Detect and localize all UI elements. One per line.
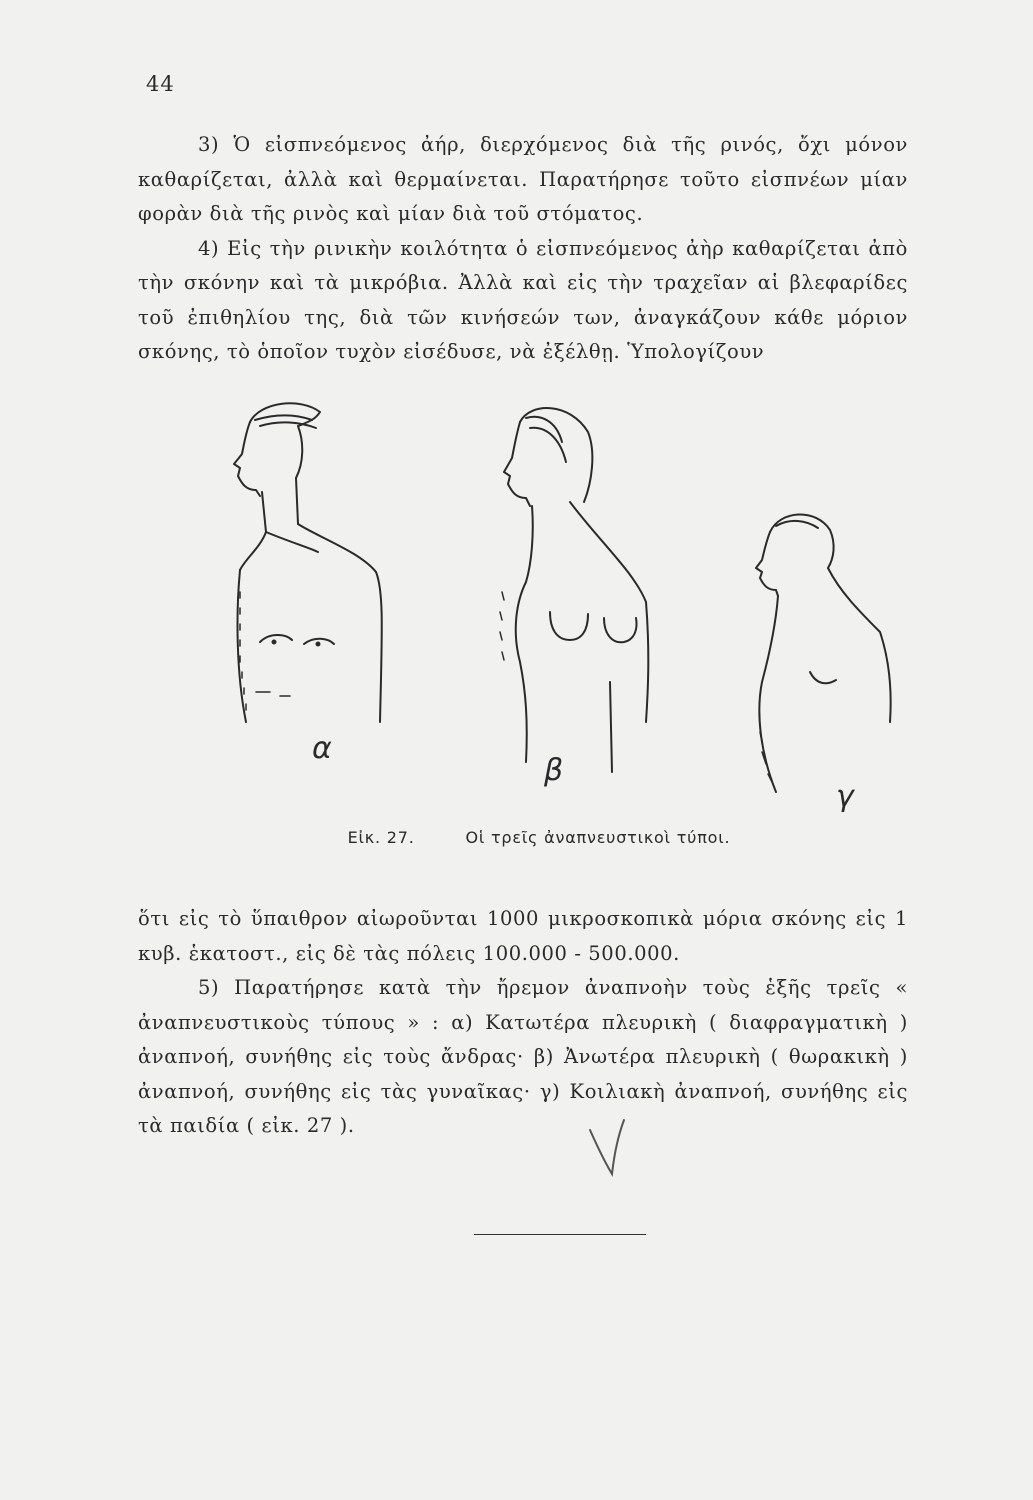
- top-text-block: [138, 128, 908, 370]
- figure-breathing-types: [200, 392, 920, 812]
- bottom-text-block: [138, 902, 908, 1144]
- figure-label-b: β: [544, 753, 564, 788]
- paragraph-5: 5) Παρατήρησε κατὰ τὴν ἤρεμον ἀναπνοὴν τοὺς ἑξῆς τρεῖς « ἀναπνευστικοὺς τύπους » : α) Κατωτέρα πλευρικὴ ( διαφραγματικὴ ) ἀναπνοή, συνήθης εἰς τοὺς ἄνδρας· β) Ἀνωτέρα πλευρικὴ ( θωρακικὴ ) ἀναπνοή, συνήθης εἰς τὰς γυναῖκας· γ) Κοιλιακὴ ἀναπνοή, συνήθης εἰς τὰ παιδία ( εἰκ. 27 ).: [138, 976, 908, 1137]
- figure-caption-text: Οἱ τρεῖς ἀναπνευστικοὶ τύποι.: [465, 828, 731, 847]
- figure-caption: [0, 828, 1033, 847]
- paragraph-3: 3) Ὁ εἰσπνεόμενος ἀήρ, διερχόμενος διὰ τῆς ρινός, ὄχι μόνον καθαρίζεται, ἀλλὰ καὶ θερμαίνεται. Παρατήρησε τοῦτο εἰσπνέων μίαν φορὰν διὰ τῆς ρινὸς καὶ μίαν διὰ τοῦ στόματος.: [138, 133, 908, 225]
- figure-man: [234, 403, 382, 766]
- figure-child: [756, 514, 891, 812]
- handwritten-check-mark: [580, 1112, 640, 1182]
- figure-label-a: α: [312, 731, 332, 766]
- figure-woman: [500, 408, 648, 788]
- section-divider: [474, 1234, 646, 1235]
- page-number: 44: [146, 72, 175, 96]
- figure-label-c: γ: [836, 779, 854, 812]
- paragraph-continuation: ὅτι εἰς τὸ ὕπαιθρον αἰωροῦνται 1000 μικροσκοπικὰ μόρια σκόνης εἰς 1 κυβ. ἑκατοστ., εἰς δὲ τὰς πόλεις 100.000 - 500.000.: [138, 907, 908, 965]
- paragraph-4: 4) Εἰς τὴν ρινικὴν κοιλότητα ὁ εἰσπνεόμενος ἀὴρ καθαρίζεται ἀπὸ τὴν σκόνην καὶ τὰ μικρόβια. Ἀλλὰ καὶ εἰς τὴν τραχεῖαν αἱ βλεφαρίδες τοῦ ἐπιθηλίου της, διὰ τῶν κινήσεών των, ἀναγκάζουν κάθε μόριον σκόνης, τὸ ὁποῖον τυχὸν εἰσέδυσε, νὰ ἐξέλθῃ. Ὑπολογίζουν: [138, 236, 908, 363]
- figure-caption-number: Εἰκ. 27.: [347, 828, 415, 847]
- figure-illustration: [200, 392, 920, 812]
